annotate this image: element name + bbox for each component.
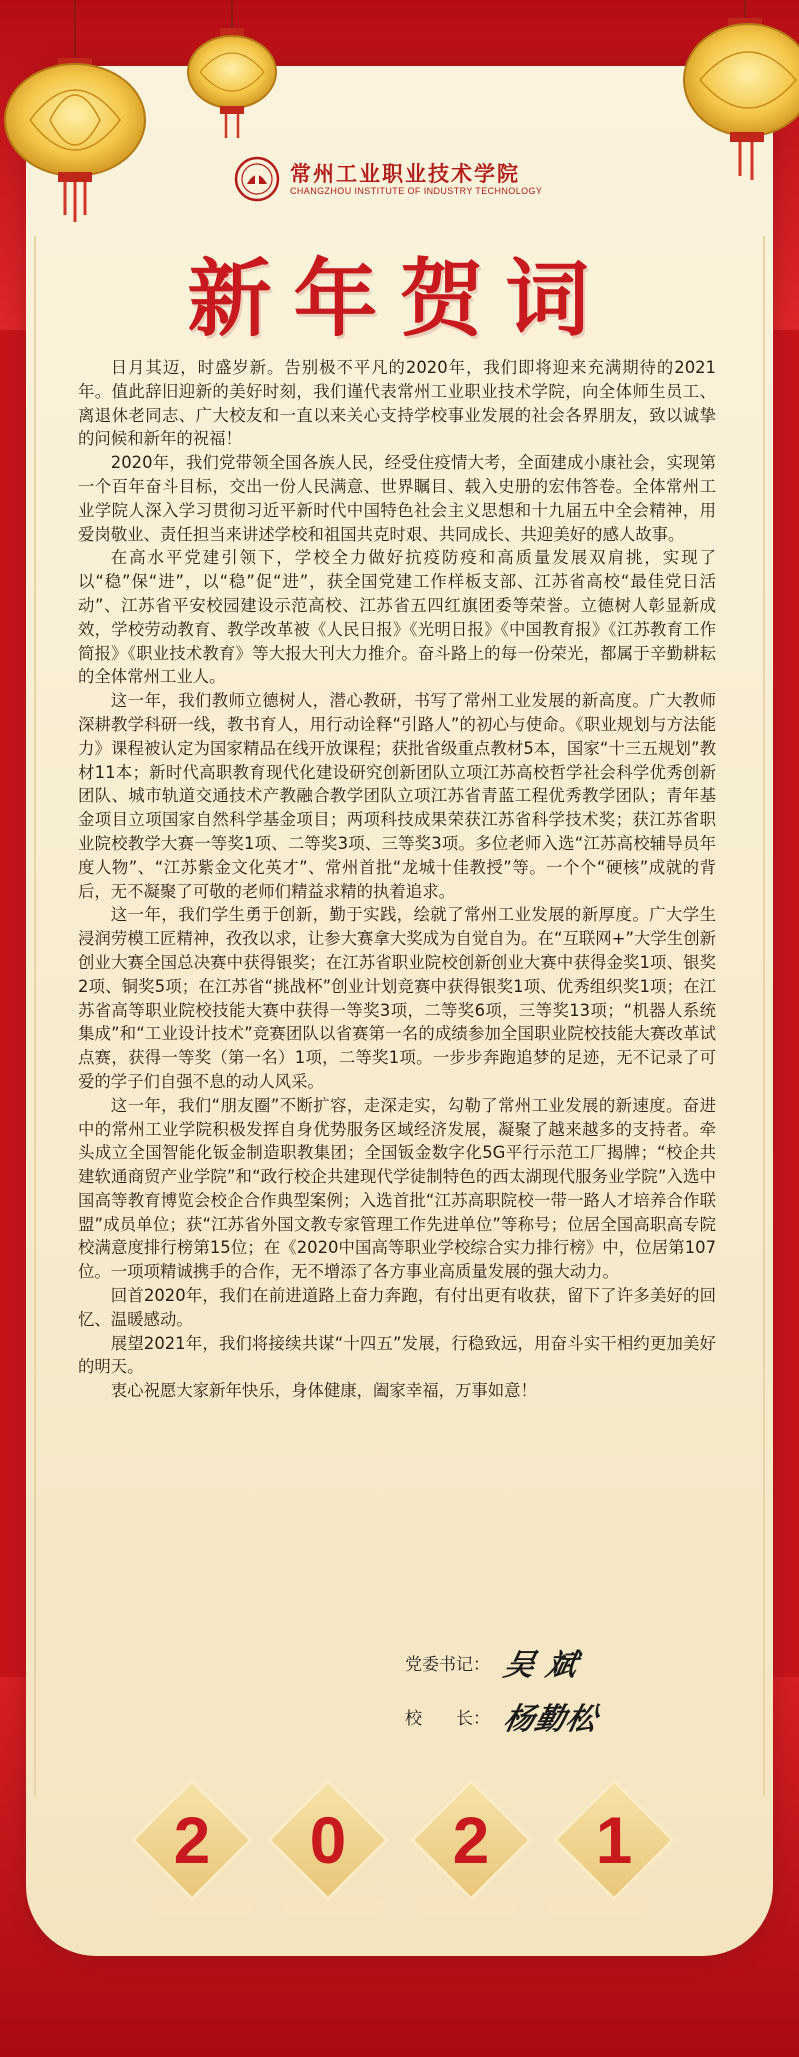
year-digit-tile: [414, 1783, 528, 1897]
page-title: 新年贺词: [187, 249, 612, 348]
paragraph: 在高水平党建引领下，学校全力做好抗疫防疫和高质量发展双肩挑，实现了以“稳”保“进”，以“稳”促“进”，获全国党建工作样板支部、江苏省高校“最佳党日活动”、江苏省平安校园建设示范高校、江苏省五四红旗团委等荣誉。立德树人彰显新成效，学校劳动教育、教学改革被《人民日报》《光明日报》《中国教育报》《江苏教育工作简报》《职业技术教育》等大报大刊大力推介。奋斗路上的每一份荣光，都属于辛勤耕耘的全体常州工业人。: [78, 548, 716, 687]
decorative-ghost-labels: [150, 1898, 650, 1918]
paragraph: 展望2021年，我们将接续共谋“十四五”发展，行稳致远，用奋斗实干相约更加美好的明天。: [78, 1333, 716, 1377]
paragraph: 日月其迈，时盛岁新。告别极不平凡的2020年，我们即将迎来充满期待的2021年。值此辞旧迎新的美好时刻，我们谨代表常州工业职业技术学院，向全体师生员工、离退休老同志、广大校友和一直以来关心支持学校事业发展的社会各界朋友，致以诚挚的问候和新年的祝福！: [78, 358, 716, 449]
year-digit-tile: [557, 1783, 671, 1897]
school-logo: [234, 155, 614, 203]
signature-label: 党委书记：: [405, 1654, 490, 1675]
year-digit-tile: [271, 1783, 385, 1897]
paragraph: 衷心祝愿大家新年快乐，身体健康，阖家幸福，万事如意！: [110, 1381, 537, 1401]
year-digit: 2: [173, 1803, 211, 1877]
signature-name: 杨勤松: [500, 1702, 601, 1737]
paragraph: 这一年，我们“朋友圈”不断扩容，走深走实，勾勒了常州工业发展的新速度。奋进中的常州工业学院积极发挥自身优势服务区域经济发展，凝聚了越来越多的支持者。牵头成立全国智能化钣金制造职教集团；全国钣金数字化5G平行示范工厂揭牌；“校企共建软通商贸产业学院”和“政行校企共建现代学徒制特色的西太湖现代服务业学院”入选中国高等教育博览会校企合作典型案例；入选首批“江苏高职院校一带一路人才培养合作联盟”成员单位；获“江苏省外国文教专家管理工作先进单位”等称号；位居全国高职高专院校满意度排行榜第15位；在《2020中国高等职业学校综合实力排行榜》中，位居第107位。一项项精诚携手的合作，无不增添了各方事业高质量发展的强大动力。: [78, 1095, 716, 1282]
year-digit: 2: [452, 1803, 490, 1877]
logo-text: [290, 162, 542, 196]
year-display: [0, 1765, 799, 1915]
signature-label: 校 长：: [405, 1708, 490, 1729]
year-digit: 0: [309, 1803, 347, 1877]
year-digit: 1: [595, 1803, 633, 1877]
school-name-en: CHANGZHOU INSTITUTE OF INDUSTRY TECHNOLOGY: [290, 186, 543, 196]
paragraph: 2020年，我们党带领全国各族人民，经受住疫情大考，全面建成小康社会，实现第一个百年奋斗目标，交出一份人民满意、世界瞩目、载入史册的宏伟答卷。全体常州工业学院人深入学习贯彻习近平新时代中国特色社会主义思想和十九届五中全会精神，用爱岗敬业、责任担当来讲述学校和祖国共克时艰、共同成长、共迎美好的感人故事。: [78, 453, 716, 544]
signature-name: 吴 斌: [500, 1648, 582, 1683]
letter-body: [78, 356, 716, 1403]
signature-party-secretary: [405, 1640, 582, 1684]
panel-border-right: [763, 236, 765, 1796]
panel-border-left: [34, 236, 36, 1796]
school-name-cn: 常州工业职业技术学院: [290, 161, 520, 186]
school-emblem-icon: [234, 156, 280, 202]
paragraph: 这一年，我们学生勇于创新，勤于实践，绘就了常州工业发展的新厚度。广大学生浸润劳模工匠精神，孜孜以求，让参大赛拿大奖成为自觉自为。在“互联网+”大学生创新创业大赛全国总决赛中获得银奖；在江苏省职业院校创新创业大赛中获得金奖1项、银奖2项、铜奖5项；在江苏省“挑战杯”创业计划竞赛中获得银奖1项、优秀组织奖1项；在江苏省高等职业院校技能大赛中获得一等奖3项，二等奖6项，三等奖13项；“机器人系统集成”和“工业设计技术”竞赛团队以省赛第一名的成绩参加全国职业院校技能大赛改革试点赛，获得一等奖（第一名）1项，二等奖1项。一步步奔跑追梦的足迹，无不记录了可爱的学子们自强不息的动人风采。: [78, 905, 716, 1091]
paragraph: 这一年，我们教师立德树人，潜心教研，书写了常州工业发展的新高度。广大教师深耕教学科研一线，教书育人，用行动诠释“引路人”的初心与使命。《职业规划与方法能力》课程被认定为国家精品在线开放课程；获批省级重点教材5本，国家“十三五规划”教材11本；新时代高职教育现代化建设研究创新团队立项江苏高校哲学社会科学优秀创新团队、城市轨道交通技术产教融合教学团队立项江苏省青蓝工程优秀教学团队；青年基金项目立项国家自然科学基金项目；两项科技成果荣获江苏省科学技术奖；获江苏省职业院校教学大赛一等奖1项、二等奖3项、三等奖3项。多位老师入选“江苏高校辅导员年度人物”、“江苏紫金文化英才”、常州首批“龙城十佳教授”等。一个个“硬核”成就的背后，无不凝聚了可敬的老师们精益求精的执着追求。: [78, 691, 716, 901]
signature-president: [405, 1694, 601, 1738]
paragraph: 回首2020年，我们在前进道路上奋力奔跑，有付出更有收获，留下了许多美好的回忆、温暖感动。: [78, 1286, 716, 1329]
year-digit-tile: [135, 1783, 249, 1897]
